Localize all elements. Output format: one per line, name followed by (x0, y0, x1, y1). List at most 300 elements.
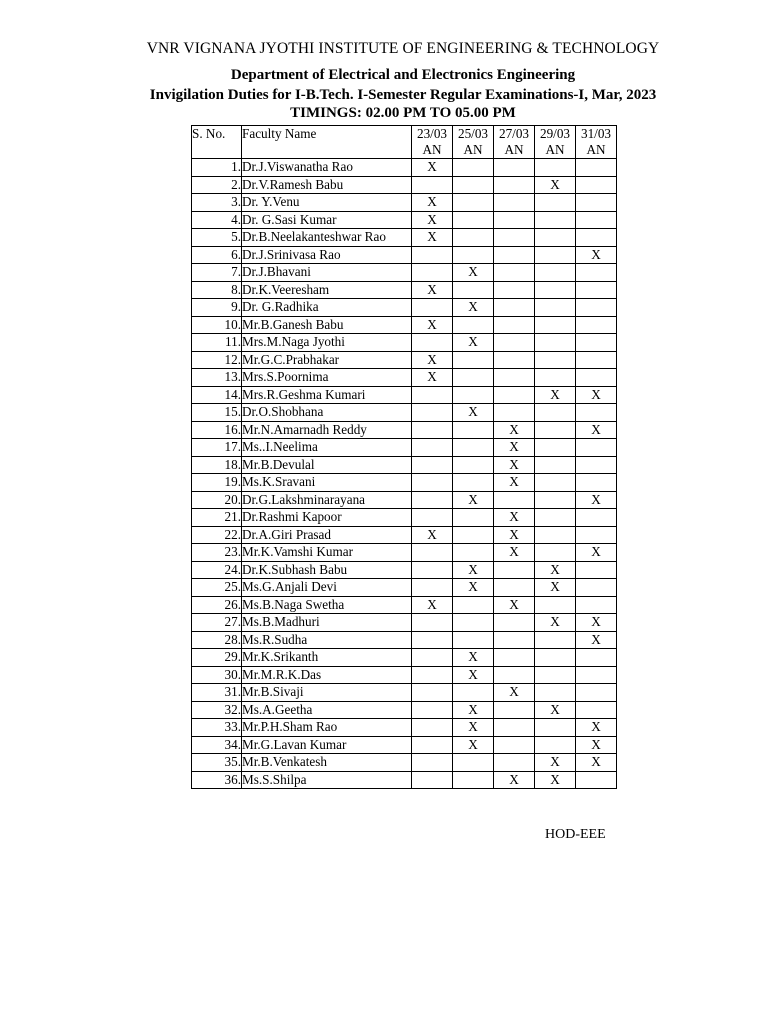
faculty-name: Ms.S.Shilpa (242, 771, 412, 789)
serial-number: 22. (192, 526, 242, 544)
serial-number: 26. (192, 596, 242, 614)
table-row (192, 719, 617, 737)
duty-mark: X (494, 456, 535, 474)
serial-number: 29. (192, 649, 242, 667)
duty-mark: X (535, 579, 576, 597)
duty-mark (576, 509, 617, 527)
faculty-name: Dr.K.Veeresham (242, 281, 412, 299)
faculty-name: Dr.B.Neelakanteshwar Rao (242, 229, 412, 247)
table-row (192, 316, 617, 334)
duty-mark (453, 456, 494, 474)
faculty-name: Ms.B.Madhuri (242, 614, 412, 632)
duty-mark (453, 631, 494, 649)
table-row (192, 631, 617, 649)
serial-number: 8. (192, 281, 242, 299)
duty-mark (453, 176, 494, 194)
duty-mark (412, 421, 453, 439)
table-row (192, 736, 617, 754)
duty-mark (453, 351, 494, 369)
faculty-name: Ms.R.Sudha (242, 631, 412, 649)
duty-mark (412, 666, 453, 684)
column-header-date (576, 126, 617, 159)
duty-mark (535, 351, 576, 369)
duty-mark: X (453, 264, 494, 282)
duty-mark (494, 281, 535, 299)
faculty-name: Mr.P.H.Sham Rao (242, 719, 412, 737)
duty-mark: X (453, 404, 494, 422)
table-row (192, 474, 617, 492)
table-row (192, 386, 617, 404)
duty-mark (412, 614, 453, 632)
duty-mark: X (494, 544, 535, 562)
session-label: AN (586, 142, 606, 157)
duty-mark: X (535, 754, 576, 772)
duty-mark (576, 316, 617, 334)
serial-number: 34. (192, 736, 242, 754)
duty-mark (412, 176, 453, 194)
institute-name: VNR VIGNANA JYOTHI INSTITUTE OF ENGINEERING & TECHNOLOGY (146, 40, 660, 57)
duty-mark (412, 631, 453, 649)
faculty-name: Dr. G.Radhika (242, 299, 412, 317)
duty-mark: X (453, 561, 494, 579)
duty-mark: X (453, 701, 494, 719)
duty-mark (576, 439, 617, 457)
serial-number: 24. (192, 561, 242, 579)
table-row (192, 176, 617, 194)
duty-mark: X (412, 281, 453, 299)
duty-mark (412, 404, 453, 422)
department-name: Department of Electrical and Electronics Engineering (230, 67, 576, 83)
serial-number: 14. (192, 386, 242, 404)
serial-number: 32. (192, 701, 242, 719)
duty-mark (535, 456, 576, 474)
duty-mark: X (453, 299, 494, 317)
serial-number: 35. (192, 754, 242, 772)
duty-mark: X (453, 719, 494, 737)
duty-mark (453, 246, 494, 264)
duty-mark: X (453, 666, 494, 684)
duty-mark (412, 299, 453, 317)
faculty-name: Ms.K.Sravani (242, 474, 412, 492)
duty-mark: X (453, 334, 494, 352)
duty-mark (576, 561, 617, 579)
duty-mark: X (453, 491, 494, 509)
serial-number: 33. (192, 719, 242, 737)
duty-mark (453, 281, 494, 299)
serial-number: 16. (192, 421, 242, 439)
table-row (192, 544, 617, 562)
duty-mark: X (412, 316, 453, 334)
table-row (192, 439, 617, 457)
session-label: AN (422, 142, 442, 157)
duty-mark (494, 194, 535, 212)
duty-mark (494, 666, 535, 684)
duty-mark (576, 701, 617, 719)
duty-mark (535, 159, 576, 177)
faculty-name: Mr.M.R.K.Das (242, 666, 412, 684)
duty-mark (576, 456, 617, 474)
faculty-name: Mr.N.Amarnadh Reddy (242, 421, 412, 439)
table-row (192, 281, 617, 299)
duty-mark (535, 596, 576, 614)
faculty-name: Mr.B.Sivaji (242, 684, 412, 702)
serial-number: 6. (192, 246, 242, 264)
duty-mark (576, 334, 617, 352)
column-header-date (453, 126, 494, 159)
faculty-name: Dr.Rashmi Kapoor (242, 509, 412, 527)
duty-mark (535, 194, 576, 212)
faculty-name: Dr.G.Lakshminarayana (242, 491, 412, 509)
table-row (192, 194, 617, 212)
duty-mark (412, 491, 453, 509)
duty-mark (494, 719, 535, 737)
column-header-date (494, 126, 535, 159)
duty-mark (494, 299, 535, 317)
duty-mark (535, 684, 576, 702)
date-label: 29/03 (539, 126, 571, 141)
duty-mark (494, 614, 535, 632)
duty-mark (412, 474, 453, 492)
faculty-name: Mr.B.Venkatesh (242, 754, 412, 772)
faculty-name: Mr.G.Lavan Kumar (242, 736, 412, 754)
duty-mark (576, 771, 617, 789)
faculty-name: Dr.A.Giri Prasad (242, 526, 412, 544)
duty-mark: X (494, 526, 535, 544)
table-header-row (192, 126, 617, 159)
column-header-date (412, 126, 453, 159)
table-row (192, 491, 617, 509)
serial-number: 18. (192, 456, 242, 474)
duty-mark (576, 299, 617, 317)
duty-mark (412, 754, 453, 772)
duty-mark (494, 386, 535, 404)
faculty-name: Mrs.S.Poornima (242, 369, 412, 387)
faculty-name: Mr.G.C.Prabhakar (242, 351, 412, 369)
duty-mark: X (535, 614, 576, 632)
duty-mark: X (576, 421, 617, 439)
duty-mark (576, 369, 617, 387)
duty-mark: X (494, 509, 535, 527)
duty-mark: X (576, 736, 617, 754)
duty-mark (535, 649, 576, 667)
faculty-name: Dr.O.Shobhana (242, 404, 412, 422)
duty-mark (453, 684, 494, 702)
duty-mark: X (412, 159, 453, 177)
table-row (192, 211, 617, 229)
duty-mark: X (576, 614, 617, 632)
duty-mark: X (412, 526, 453, 544)
faculty-name: Dr.K.Subhash Babu (242, 561, 412, 579)
duty-mark (412, 439, 453, 457)
table-row (192, 754, 617, 772)
table-row (192, 159, 617, 177)
table-row (192, 614, 617, 632)
duty-mark (412, 456, 453, 474)
serial-number: 4. (192, 211, 242, 229)
duty-mark (412, 701, 453, 719)
duty-mark (453, 386, 494, 404)
table-row (192, 246, 617, 264)
session-label: AN (463, 142, 483, 157)
column-header-faculty-name: Faculty Name (242, 126, 412, 159)
date-label: 25/03 (457, 126, 489, 141)
duty-mark (453, 544, 494, 562)
duty-mark (453, 369, 494, 387)
table-row (192, 666, 617, 684)
duty-mark (453, 596, 494, 614)
table-row (192, 649, 617, 667)
session-label: AN (545, 142, 565, 157)
duty-mark (494, 561, 535, 579)
duty-mark (453, 614, 494, 632)
duty-mark (535, 316, 576, 334)
serial-number: 20. (192, 491, 242, 509)
duty-mark (535, 369, 576, 387)
duty-mark (576, 264, 617, 282)
duty-mark: X (412, 369, 453, 387)
duty-mark (535, 509, 576, 527)
date-label: 31/03 (580, 126, 612, 141)
faculty-name: Dr.J.Bhavani (242, 264, 412, 282)
duty-mark: X (412, 194, 453, 212)
serial-number: 11. (192, 334, 242, 352)
serial-number: 25. (192, 579, 242, 597)
duty-mark (535, 229, 576, 247)
table-row (192, 701, 617, 719)
faculty-name: Dr. Y.Venu (242, 194, 412, 212)
duty-mark (453, 754, 494, 772)
faculty-name: Ms.A.Geetha (242, 701, 412, 719)
faculty-name: Ms..I.Neelima (242, 439, 412, 457)
faculty-name: Mrs.M.Naga Jyothi (242, 334, 412, 352)
duty-mark (453, 526, 494, 544)
duty-mark: X (494, 474, 535, 492)
serial-number: 7. (192, 264, 242, 282)
duty-mark (576, 211, 617, 229)
duty-mark: X (535, 771, 576, 789)
duty-mark (494, 369, 535, 387)
serial-number: 21. (192, 509, 242, 527)
serial-number: 12. (192, 351, 242, 369)
exam-timings: TIMINGS: 02.00 PM TO 05.00 PM (290, 105, 516, 121)
faculty-name: Dr.J.Srinivasa Rao (242, 246, 412, 264)
duty-mark (494, 246, 535, 264)
serial-number: 23. (192, 544, 242, 562)
serial-number: 5. (192, 229, 242, 247)
duty-mark (412, 719, 453, 737)
serial-number: 36. (192, 771, 242, 789)
faculty-name: Dr.J.Viswanatha Rao (242, 159, 412, 177)
duty-mark: X (453, 736, 494, 754)
document-title: Invigilation Duties for I-B.Tech. I-Semester Regular Examinations-I, Mar, 2023 (149, 87, 657, 103)
faculty-name: Dr. G.Sasi Kumar (242, 211, 412, 229)
duty-mark (494, 754, 535, 772)
duty-mark (494, 404, 535, 422)
duty-mark (453, 211, 494, 229)
duty-mark (576, 474, 617, 492)
duty-mark (453, 316, 494, 334)
duty-mark: X (576, 754, 617, 772)
duty-mark (535, 404, 576, 422)
duty-mark (412, 771, 453, 789)
duty-mark (494, 159, 535, 177)
faculty-name: Mr.B.Devulal (242, 456, 412, 474)
serial-number: 1. (192, 159, 242, 177)
serial-number: 10. (192, 316, 242, 334)
duty-mark: X (494, 684, 535, 702)
table-row (192, 684, 617, 702)
signature-label: HOD-EEE (545, 827, 606, 842)
duty-mark (576, 194, 617, 212)
table-row (192, 579, 617, 597)
duty-mark (576, 229, 617, 247)
duty-mark (453, 421, 494, 439)
duty-mark (412, 334, 453, 352)
duty-mark (535, 439, 576, 457)
duty-mark (576, 684, 617, 702)
duty-mark (453, 474, 494, 492)
duty-mark (535, 544, 576, 562)
duty-mark (494, 649, 535, 667)
duty-mark (494, 351, 535, 369)
duty-mark (576, 404, 617, 422)
duty-mark (412, 736, 453, 754)
date-label: 27/03 (498, 126, 530, 141)
duty-mark (576, 596, 617, 614)
duty-mark (576, 579, 617, 597)
duty-mark (412, 264, 453, 282)
duty-mark: X (453, 649, 494, 667)
serial-number: 15. (192, 404, 242, 422)
serial-number: 2. (192, 176, 242, 194)
duty-mark (453, 194, 494, 212)
duty-mark: X (535, 176, 576, 194)
table-row (192, 299, 617, 317)
duty-mark: X (494, 439, 535, 457)
duty-mark (576, 351, 617, 369)
duty-mark: X (576, 544, 617, 562)
duty-mark: X (576, 631, 617, 649)
table-row (192, 561, 617, 579)
duty-mark (576, 649, 617, 667)
table-body (192, 159, 617, 789)
table-row (192, 369, 617, 387)
faculty-name: Mr.K.Vamshi Kumar (242, 544, 412, 562)
serial-number: 27. (192, 614, 242, 632)
duty-mark: X (412, 229, 453, 247)
serial-number: 31. (192, 684, 242, 702)
duty-mark (494, 176, 535, 194)
duty-mark: X (535, 561, 576, 579)
duty-mark (412, 386, 453, 404)
invigilation-table (191, 125, 617, 789)
session-label: AN (504, 142, 524, 157)
duty-mark (412, 579, 453, 597)
duty-mark (535, 299, 576, 317)
duty-mark (453, 229, 494, 247)
table-row (192, 404, 617, 422)
duty-mark (494, 579, 535, 597)
duty-mark (535, 334, 576, 352)
duty-mark (494, 229, 535, 247)
table-row (192, 509, 617, 527)
duty-mark (412, 561, 453, 579)
duty-mark (576, 666, 617, 684)
faculty-name: Mr.B.Ganesh Babu (242, 316, 412, 334)
duty-mark: X (494, 596, 535, 614)
duty-mark (535, 211, 576, 229)
duty-mark (412, 649, 453, 667)
serial-number: 3. (192, 194, 242, 212)
duty-mark: X (494, 771, 535, 789)
date-label: 23/03 (416, 126, 448, 141)
duty-mark (535, 474, 576, 492)
duty-mark (535, 719, 576, 737)
table-row (192, 229, 617, 247)
duty-mark (453, 439, 494, 457)
faculty-name: Ms.B.Naga Swetha (242, 596, 412, 614)
table-row (192, 334, 617, 352)
duty-mark (535, 526, 576, 544)
duty-mark (535, 246, 576, 264)
duty-mark (494, 631, 535, 649)
serial-number: 28. (192, 631, 242, 649)
table-row (192, 596, 617, 614)
column-header-date (535, 126, 576, 159)
duty-mark: X (453, 579, 494, 597)
duty-mark (576, 159, 617, 177)
duty-mark (453, 771, 494, 789)
duty-mark: X (494, 421, 535, 439)
duty-mark (494, 491, 535, 509)
duty-mark: X (535, 701, 576, 719)
column-header-sno: S. No. (192, 126, 242, 159)
duty-mark (576, 281, 617, 299)
table-row (192, 421, 617, 439)
serial-number: 19. (192, 474, 242, 492)
duty-mark (535, 491, 576, 509)
table-row (192, 264, 617, 282)
duty-mark (576, 176, 617, 194)
serial-number: 13. (192, 369, 242, 387)
faculty-name: Dr.V.Ramesh Babu (242, 176, 412, 194)
serial-number: 17. (192, 439, 242, 457)
serial-number: 30. (192, 666, 242, 684)
serial-number: 9. (192, 299, 242, 317)
duty-mark: X (412, 351, 453, 369)
duty-mark (494, 334, 535, 352)
duty-mark (494, 316, 535, 334)
duty-mark: X (576, 491, 617, 509)
duty-mark (494, 211, 535, 229)
duty-mark: X (412, 211, 453, 229)
duty-mark (412, 509, 453, 527)
duty-mark: X (576, 719, 617, 737)
duty-mark (535, 736, 576, 754)
duty-mark (412, 246, 453, 264)
duty-mark (453, 159, 494, 177)
duty-mark (453, 509, 494, 527)
duty-mark (576, 526, 617, 544)
duty-mark (535, 421, 576, 439)
faculty-name: Mr.K.Srikanth (242, 649, 412, 667)
duty-mark (494, 701, 535, 719)
duty-mark: X (576, 246, 617, 264)
duty-mark: X (535, 386, 576, 404)
table-row (192, 456, 617, 474)
duty-mark: X (412, 596, 453, 614)
duty-mark (535, 281, 576, 299)
